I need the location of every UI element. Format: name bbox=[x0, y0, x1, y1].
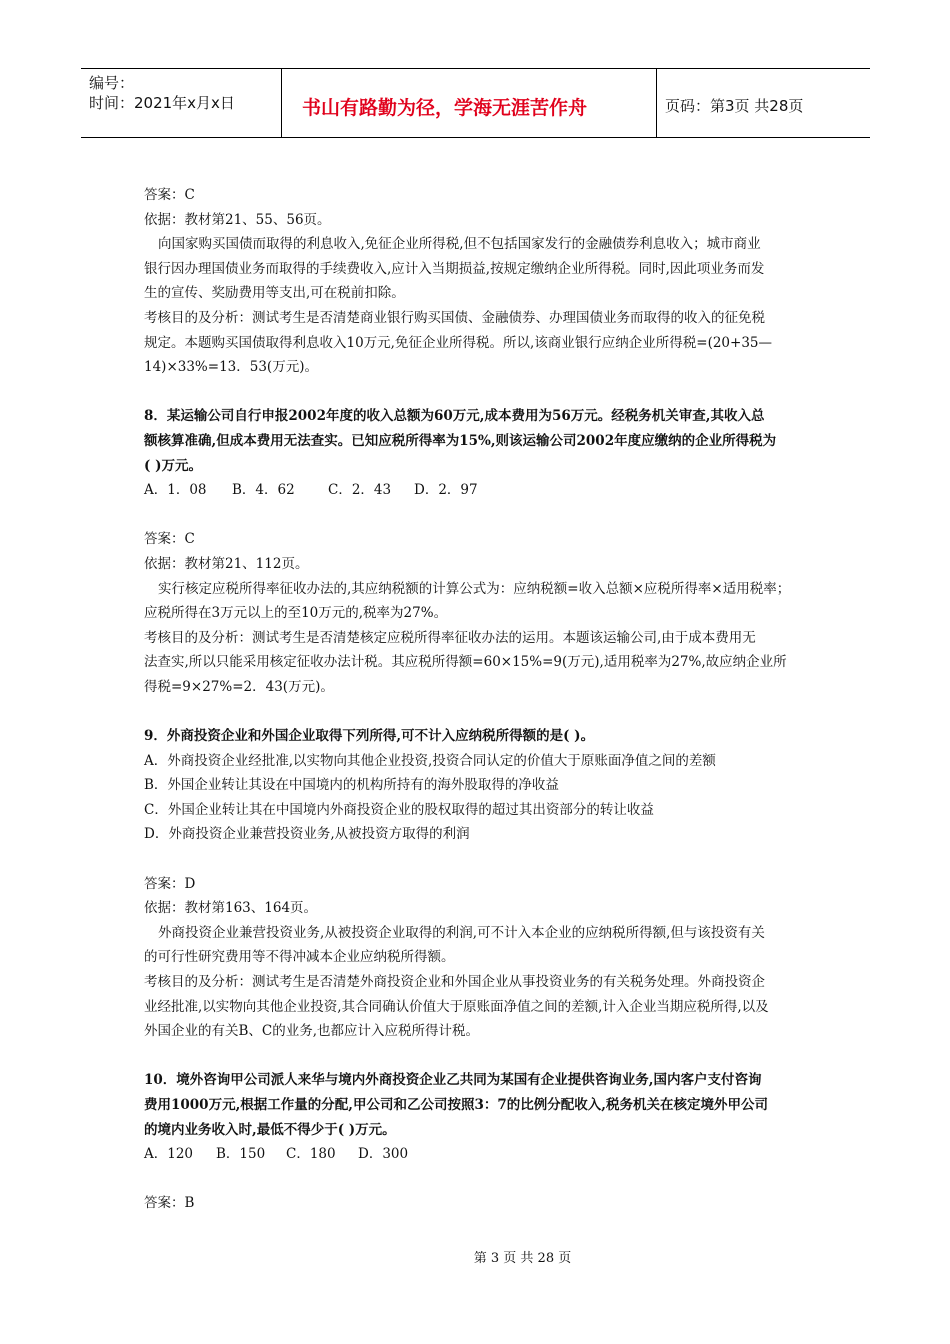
page-number-label: 页码：第3页 共28页 bbox=[665, 97, 804, 115]
analysis-line: 规定。本题购买国债取得利息收入10万元,免征企业所得税。所以,该商业银行应纳企业所得税=(20+35— bbox=[144, 334, 773, 351]
options-row bbox=[144, 1142, 812, 1167]
header-right-cell bbox=[657, 69, 870, 137]
header-motto-cell bbox=[282, 69, 657, 137]
option: B．150 bbox=[216, 1146, 266, 1163]
option: C．外国企业转让其在中国境内外商投资企业的股权取得的超过其出资部分的转让收益 bbox=[144, 801, 654, 818]
analysis-line: 业经批准,以实物向其他企业投资,其合同确认价值大于原账面净值之间的差额,计入企业当期应税所得,以及 bbox=[144, 998, 769, 1015]
answer: 答案：B bbox=[144, 1195, 195, 1212]
analysis-line: 得税=9×27%=2．43(万元)。 bbox=[144, 678, 334, 695]
analysis-line: 法查实,所以只能采用核定征收办法计税。其应税所得额=60×15%=9(万元),适用税率为27%,故应纳企业所 bbox=[144, 654, 787, 671]
option: C．180 bbox=[286, 1146, 336, 1163]
explanation-line: 向国家购买国债而取得的利息收入,免征企业所得税,但不包括国家发行的金融债券利息收入；城市商业 bbox=[158, 236, 761, 253]
page-footer: 第 3 页 共 28 页 bbox=[473, 1251, 572, 1266]
basis: 依据：教材第21、112页。 bbox=[144, 555, 309, 572]
option: A．1．08 bbox=[144, 482, 207, 499]
option: D．300 bbox=[358, 1146, 409, 1163]
option: A．外商投资企业经批准,以实物向其他企业投资,投资合同认定的价值大于原账面净值之间的差额 bbox=[144, 752, 716, 769]
explanation-line: 生的宣传、奖励费用等支出,可在税前扣除。 bbox=[144, 285, 405, 302]
question-line: 10．境外咨询甲公司派人来华与境内外商投资企业乙共同为某国有企业提供咨询业务,国内客户支付咨询 bbox=[144, 1072, 762, 1089]
analysis-line: 考核目的及分析：测试考生是否清楚核定应税所得率征收办法的运用。本题该运输公司,由于成本费用无 bbox=[144, 629, 756, 646]
option: D．2．97 bbox=[414, 482, 478, 499]
question-line: 额核算准确,但成本费用无法查实。已知应税所得率为15%,则该运输公司2002年度应缴纳的企业所得税为 bbox=[144, 432, 777, 449]
explanation-line: 外商投资企业兼营投资业务,从被投资企业取得的利润,可不计入本企业的应纳税所得额,但与该投资有关 bbox=[158, 924, 765, 941]
question-line: ( )万元。 bbox=[144, 457, 202, 474]
analysis-line: 考核目的及分析：测试考生是否清楚外商投资企业和外国企业从事投资业务的有关税务处理。外商投资企 bbox=[144, 974, 765, 990]
explanation-line: 银行因办理国债业务而取得的手续费收入,应计入当期损益,按规定缴纳企业所得税。同时,因此项业务而发 bbox=[144, 260, 765, 277]
question-line: 的境内业务收入时,最低不得少于( )万元。 bbox=[144, 1121, 396, 1138]
number-label: 编号： bbox=[89, 74, 135, 92]
answer: 答案：C bbox=[144, 187, 195, 203]
question-line: 费用1000万元,根据工作量的分配,甲公司和乙公司按照3：7的比例分配收入,税务机关在核定境外甲公司 bbox=[144, 1096, 768, 1113]
option: B．4．62 bbox=[232, 482, 295, 499]
motto: 书山有路勤为径，学海无涯苦作舟 bbox=[302, 97, 588, 119]
document-body bbox=[144, 183, 812, 1216]
basis: 依据：教材第163、164页。 bbox=[144, 900, 318, 917]
explanation-line: 应税所得在3万元以上的至10万元的,税率为27%。 bbox=[144, 605, 448, 622]
page-header bbox=[81, 68, 870, 138]
option: A．120 bbox=[144, 1146, 194, 1163]
header-left-cell bbox=[81, 69, 282, 137]
answer: 答案：D bbox=[144, 875, 196, 892]
question-line: 8．某运输公司自行申报2002年度的收入总额为60万元,成本费用为56万元。经税务机关审查,其收入总 bbox=[144, 408, 765, 425]
option: C．2．43 bbox=[328, 482, 392, 499]
option: D．外商投资企业兼营投资业务,从被投资方取得的利润 bbox=[144, 826, 470, 843]
explanation-line: 实行核定应税所得率征收办法的,其应纳税额的计算公式为：应纳税额=收入总额×应税所得率×适用税率； bbox=[158, 580, 791, 597]
analysis-line: 考核目的及分析：测试考生是否清楚商业银行购买国债、金融债券、办理国债业务而取得的收入的征免税 bbox=[144, 309, 765, 326]
answer: 答案：C bbox=[144, 531, 195, 548]
options-row bbox=[144, 478, 812, 503]
option: B．外国企业转让其设在中国境内的机构所持有的海外股取得的净收益 bbox=[144, 777, 559, 794]
analysis-line: 外国企业的有关B、C的业务,也都应计入应税所得计税。 bbox=[144, 1023, 480, 1040]
time-label: 时间：2021年x月x日 bbox=[89, 94, 235, 112]
explanation-line: 的可行性研究费用等不得冲减本企业应纳税所得额。 bbox=[144, 949, 455, 966]
analysis-line: 14)×33%=13．53(万元)。 bbox=[144, 359, 318, 376]
basis: 依据：教材第21、55、56页。 bbox=[144, 211, 331, 228]
question-line: 9．外商投资企业和外国企业取得下列所得,可不计入应纳税所得额的是( )。 bbox=[144, 728, 595, 745]
